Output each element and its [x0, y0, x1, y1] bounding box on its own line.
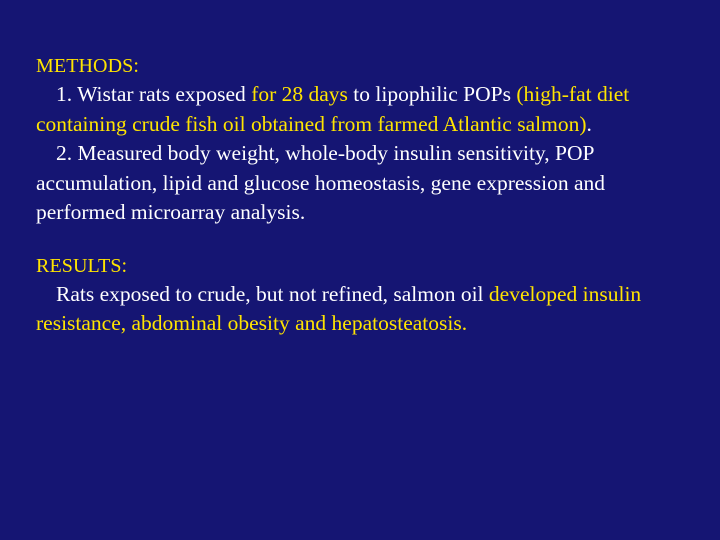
methods-item-1-suffix: .	[586, 111, 592, 136]
results-item	[36, 280, 684, 339]
results-item-suffix: .	[461, 311, 468, 335]
methods-item-1-middle: to lipophilic POPs	[347, 82, 511, 106]
methods-item-2	[36, 139, 684, 228]
results-item-prefix: Rats exposed to crude, but not refined, salmon oil	[56, 281, 489, 306]
methods-section	[36, 52, 684, 228]
section-gap	[36, 228, 684, 252]
methods-item-1-prefix: 1. Wistar rats exposed	[56, 82, 252, 106]
methods-item-1-highlight-1: for 28 days	[251, 82, 348, 106]
methods-heading: METHODS:	[36, 55, 140, 77]
methods-item-1	[36, 80, 684, 139]
results-item-highlight: developed insulin resistance, abdominal obesity and hepatosteatosis	[36, 281, 642, 335]
methods-item-2-text: 2. Measured body weight, whole-body insulin sensitivity, POP accumulation, lipid and glucose homeostasis, gene expression and performed microarray analysis.	[36, 141, 606, 224]
results-section	[36, 252, 684, 339]
results-heading: RESULTS:	[36, 254, 128, 277]
methods-item-1-highlight-2: (high-fat diet containing crude fish oil obtained from farmed Atlantic salmon)	[36, 82, 630, 136]
